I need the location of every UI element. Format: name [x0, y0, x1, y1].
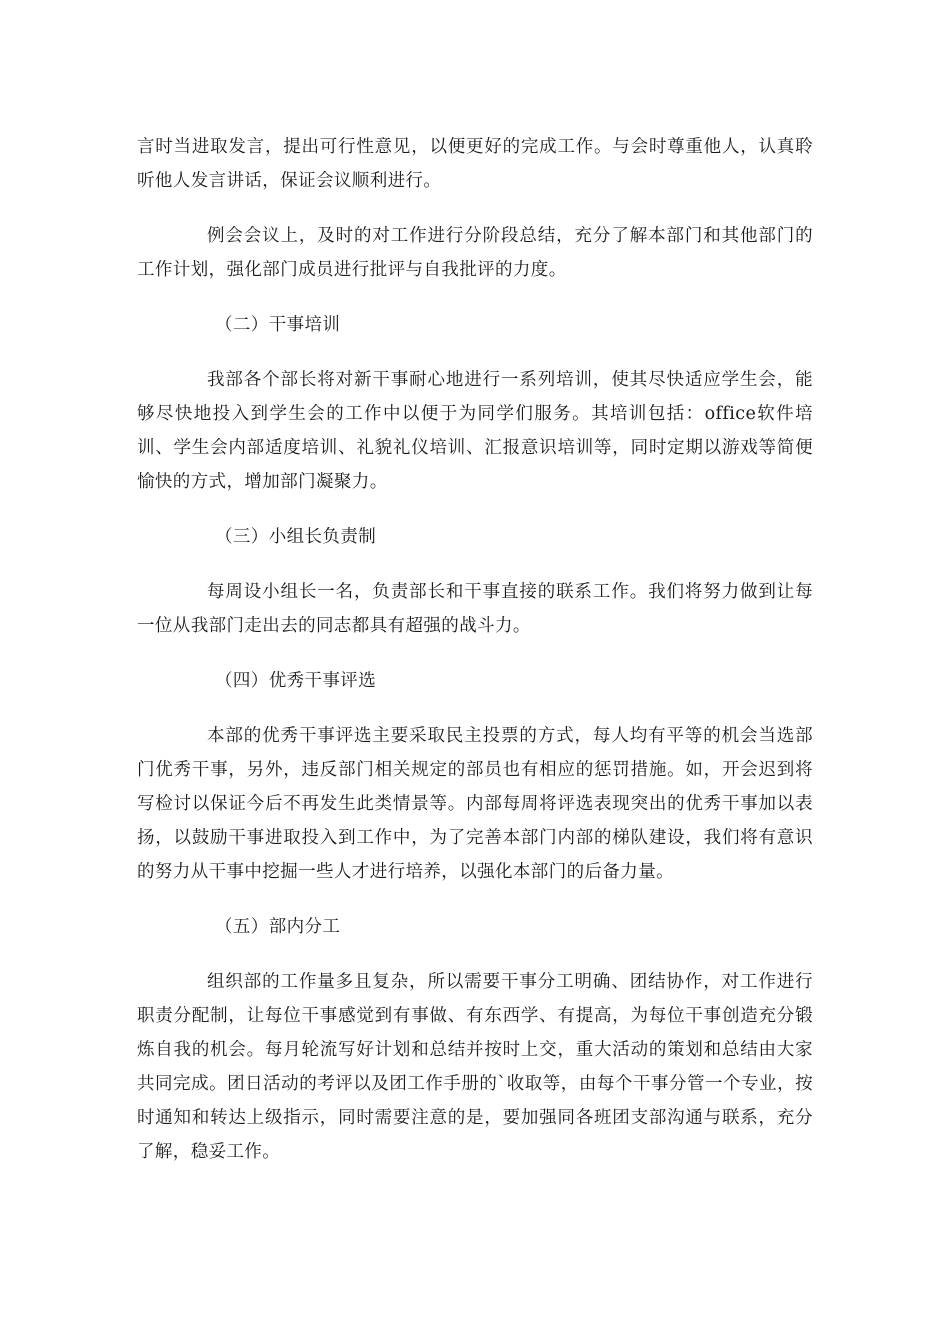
paragraph-group-leader: 每周设小组长一名，负责部长和干事直接的联系工作。我们将努力做到让每一位从我部门走出去的同志都具有超强的战斗力。 — [137, 582, 813, 636]
document-body — [137, 130, 813, 1169]
section-heading-excellent-staff: （四）优秀干事评选 — [215, 671, 377, 691]
section-heading-group-leader: （三）小组长负责制 — [215, 527, 377, 547]
section-heading-division-of-labor: （五）部内分工 — [215, 917, 341, 937]
paragraph-staff-training: 我部各个部长将对新干事耐心地进行一系列培训，使其尽快适应学生会，能够尽快地投入到学生会的工作中以便于为同学们服务。其培训包括：office软件培训、学生会内部适度培训、礼貌礼仪培训、汇报意识培训等，同时定期以游戏等简便愉快的方式，增加部门凝聚力。 — [137, 370, 813, 492]
paragraph-excellent-staff: 本部的优秀干事评选主要采取民主投票的方式，每人均有平等的机会当选部门优秀干事，另外，违反部门相关规定的部员也有相应的惩罚措施。如，开会迟到将写检讨以保证今后不再发生此类情景等。内部每周将评选表现突出的优秀干事加以表扬，以鼓励干事进取投入到工作中，为了完善本部门内部的梯队建设，我们将有意识的努力从干事中挖掘一些人才进行培养，以强化本部门的后备力量。 — [137, 726, 813, 882]
section-heading-staff-training: （二）干事培训 — [215, 315, 341, 335]
paragraph-division-of-labor: 组织部的工作量多且复杂，所以需要干事分工明确、团结协作，对工作进行职责分配制，让每位干事感觉到有事做、有东西学、有提高，为每位干事创造充分锻炼自我的机会。每月轮流写好计划和总结并按时上交，重大活动的策划和总结由大家共同完成。团日活动的考评以及团工作手册的`收取等，由每个干事分管一个专业，按时通知和转达上级指示，同时需要注意的是，要加强同各班团支部沟通与联系，充分了解，稳妥工作。 — [137, 972, 813, 1162]
paragraph-regular-meeting: 例会会议上，及时的对工作进行分阶段总结，充分了解本部门和其他部门的工作计划，强化部门成员进行批评与自我批评的力度。 — [137, 226, 813, 280]
paragraph-meeting-conduct: 言时当进取发言，提出可行性意见，以便更好的完成工作。与会时尊重他人，认真聆听他人发言讲话，保证会议顺利进行。 — [137, 137, 813, 191]
